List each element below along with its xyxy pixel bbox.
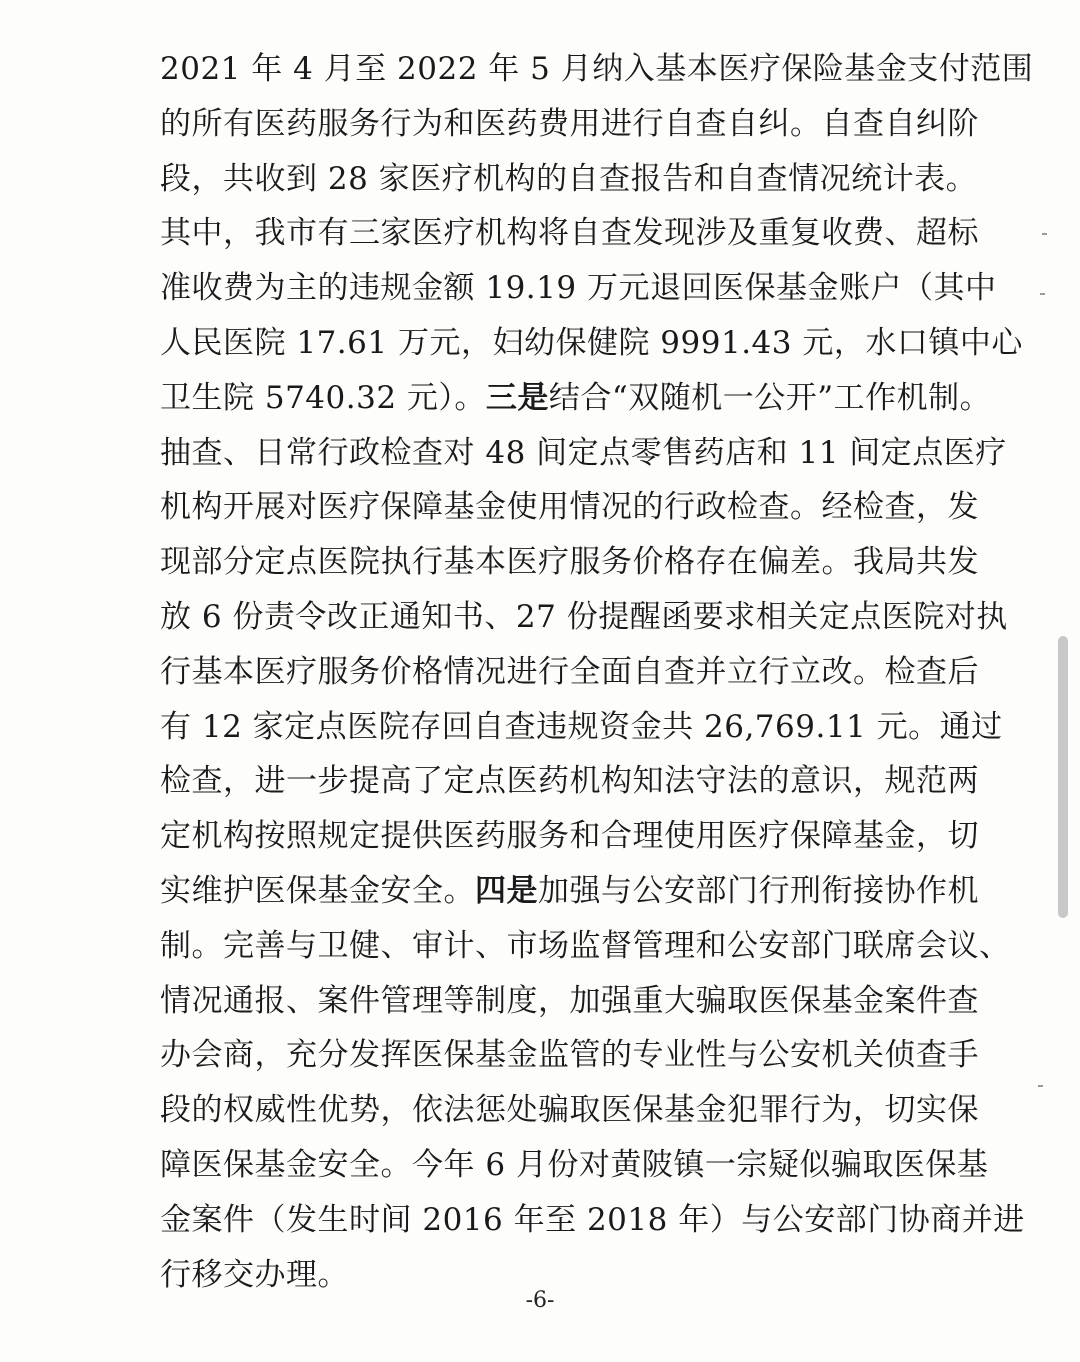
text-line: 有 12 家定点医院存回自查违规资金共 26,769.11 元。通过 bbox=[160, 708, 1003, 745]
scan-speck bbox=[1040, 293, 1045, 295]
text-line: 行移交办理。 bbox=[160, 1256, 349, 1293]
scan-speck bbox=[1042, 233, 1047, 235]
text-line: 情况通报、案件管理等制度，加强重大骗取医保基金案件查 bbox=[160, 982, 979, 1019]
text-line: 办会商，充分发挥医保基金监管的专业性与公安机关侦查手 bbox=[160, 1037, 979, 1074]
scan-speck bbox=[1038, 1085, 1043, 1087]
text-line-start: 卫生院 5740.32 元）。 bbox=[160, 379, 486, 416]
text-line: 机构开展对医疗保障基金使用情况的行政检查。经检查，发 bbox=[160, 489, 979, 526]
bold-heading-4: 四是 bbox=[475, 872, 538, 909]
text-line: 障医保基金安全。今年 6 月份对黄陂镇一宗疑似骗取医保基 bbox=[160, 1146, 989, 1183]
text-line: 现部分定点医院执行基本医疗服务价格存在偏差。我局共发 bbox=[160, 544, 979, 581]
scrollbar-thumb[interactable] bbox=[1058, 636, 1068, 918]
text-line: 2021 年 4 月至 2022 年 5 月纳入基本医疗保险基金支付范围 bbox=[160, 51, 1034, 87]
page-number: -6- bbox=[525, 1288, 555, 1313]
text-line-start: 实维护医保基金安全。 bbox=[160, 872, 475, 909]
text-line: 人民医院 17.61 万元，妇幼保健院 9991.43 元，水口镇中心 bbox=[160, 324, 1023, 361]
text-line bbox=[160, 371, 992, 426]
text-line: 的所有医药服务行为和医药费用进行自查自纠。自查自纠阶 bbox=[160, 105, 979, 142]
text-line: 准收费为主的违规金额 19.19 万元退回医保基金账户（其中 bbox=[160, 270, 997, 307]
text-line: 金案件（发生时间 2016 年至 2018 年）与公安部门协商并进 bbox=[160, 1201, 1025, 1238]
text-line-rest: 加强与公安部门行刑衔接协作机 bbox=[538, 872, 979, 909]
text-line: 定机构按照规定提供医药服务和合理使用医疗保障基金，切 bbox=[160, 818, 979, 855]
text-line: 检查，进一步提高了定点医药机构知法守法的意识，规范两 bbox=[160, 763, 979, 800]
text-line: 段的权威性优势，依法惩处骗取医保基金犯罪行为，切实保 bbox=[160, 1092, 979, 1129]
body-text bbox=[160, 42, 1034, 1302]
text-line-rest: 结合“双随机一公开”工作机制。 bbox=[548, 379, 992, 416]
text-line: 抽查、日常行政检查对 48 间定点零售药店和 11 间定点医疗 bbox=[160, 434, 1007, 471]
text-line: 其中，我市有三家医疗机构将自查发现涉及重复收费、超标 bbox=[160, 215, 979, 252]
text-line: 放 6 份责令改正通知书、27 份提醒函要求相关定点医院对执 bbox=[160, 598, 1008, 635]
text-line bbox=[160, 864, 979, 919]
text-line: 段，共收到 28 家医疗机构的自查报告和自查情况统计表。 bbox=[160, 160, 978, 197]
text-line: 制。完善与卫健、审计、市场监督管理和公安部门联席会议、 bbox=[160, 927, 1011, 964]
bold-heading-3: 三是 bbox=[485, 379, 549, 416]
text-line: 行基本医疗服务价格情况进行全面自查并立行立改。检查后 bbox=[160, 653, 979, 690]
